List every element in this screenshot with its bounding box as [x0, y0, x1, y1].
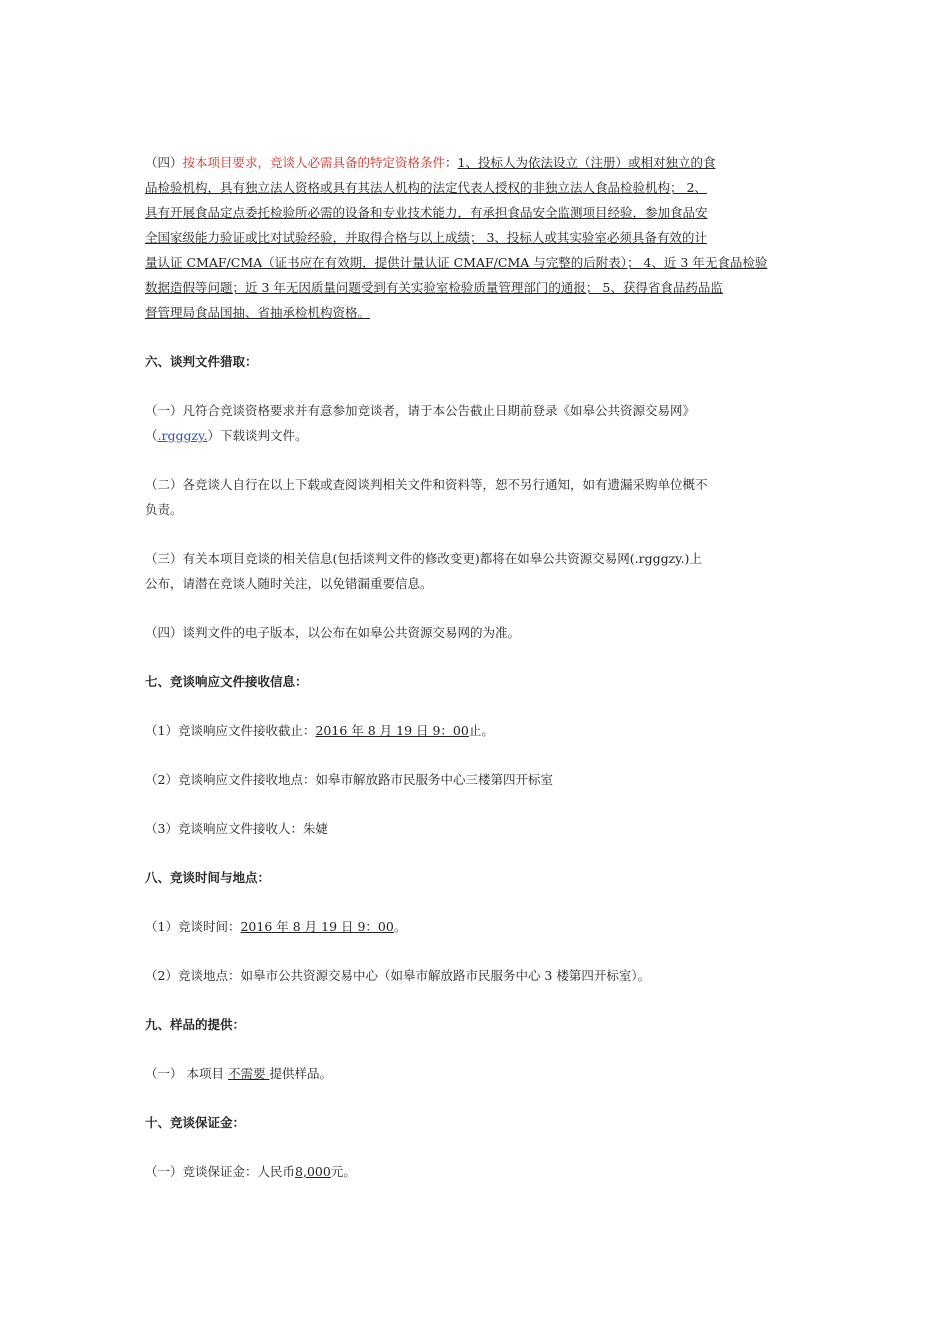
qualification-line-7: 督管理局食品国抽、省抽承检机构资格。: [145, 305, 371, 320]
section-7-heading: 七、竞谈响应文件接收信息：: [145, 674, 308, 689]
deadline-date: 2016 年 8 月 19 日 9：00: [315, 723, 469, 738]
document-page: [145, 150, 805, 1184]
qualification-line-2: 品检验机构，具有独立法人资格或具有其法人机构的法定代表人授权的非独立法人食品检验机构； 2、: [145, 180, 707, 195]
sec6-item-4: （四）谈判文件的电子版本，以公布在如皋公共资源交易网的为准。: [145, 625, 521, 640]
section-9-heading: 九、样品的提供：: [145, 1017, 246, 1032]
sample-requirement: 不需要: [227, 1066, 270, 1081]
sec7-item-2: （2）竞谈响应文件接收地点：如皋市解放路市民服务中心三楼第四开标室: [145, 772, 553, 787]
section-8-heading: 八、竞谈时间与地点：: [145, 870, 271, 885]
sec7-item-3: （3）竞谈响应文件接收人：朱婕: [145, 821, 328, 836]
qualification-line-6: 数据造假等问题；近 3 年无因质量问题受到有关实验室检验质量管理部门的通报； 5、获得省食品药品监: [145, 280, 723, 295]
sec6-item-2-line-2: 负责。: [145, 502, 183, 517]
sec6-item-3-line-2: 公布，请潜在竞谈人随时关注，以免错漏重要信息。: [145, 576, 433, 591]
qualification-line-5: 量认证 CMAF/CMA（证书应在有效期，提供计量认证 CMAF/CMA 与完整的后附表）； 4、近 3 年无食品检验: [145, 255, 768, 270]
website-link[interactable]: .rgggzy.: [157, 428, 208, 443]
qualification-line-4: 全国家级能力验证或比对试验经验，并取得合格与以上成绩； 3、投标人或其实验室必须具备有效的计: [145, 230, 707, 245]
sec9-item-1: （一） 本项目 不需要 提供样品。: [145, 1066, 332, 1081]
qualification-prefix: （四）: [145, 155, 183, 170]
qualification-requirement-red: 按本项目要求，竞谈人必需具备的特定资格条件: [182, 155, 446, 170]
section-10-heading: 十、竞谈保证金：: [145, 1115, 246, 1130]
qualification-paragraph: [145, 150, 805, 325]
sec10-item-1: （一）竞谈保证金：人民币8,000元。: [145, 1164, 356, 1179]
qualification-line-1: （四）按本项目要求，竞谈人必需具备的特定资格条件：1、投标人为依法设立（注册）或相对独立的食: [145, 155, 716, 170]
sec8-item-1: （1）竞谈时间：2016 年 8 月 19 日 9：00。: [145, 919, 407, 934]
sec6-item-1-line-1: （一）凡符合竞谈资格要求并有意参加竞谈者，请于本公告截止日期前登录《如皋公共资源交易网》: [145, 403, 696, 418]
qualification-line-3: 具有开展食品定点委托检验所必需的设备和专业技术能力，有承担食品安全监测项目经验，参加食品安: [145, 205, 708, 220]
sec8-item-2: （2）竞谈地点：如皋市公共资源交易中心（如皋市解放路市民服务中心 3 楼第四开标室）。: [145, 968, 651, 983]
sec6-item-3-line-1: （三）有关本项目竞谈的相关信息(包括谈判文件的修改变更)都将在如皋公共资源交易网(.rgggzy.)上: [145, 551, 702, 566]
deposit-amount: 8,000: [295, 1164, 331, 1179]
qualification-text: 1、投标人为依法设立（注册）或相对独立的食: [457, 155, 716, 170]
section-6-heading: 六、谈判文件猎取：: [145, 354, 258, 369]
sec6-item-2-line-1: （二）各竞谈人自行在以上下载或查阅谈判相关文件和资料等，恕不另行通知，如有遗漏采购单位概不: [145, 477, 708, 492]
sec7-item-1: （1）竞谈响应文件接收截止：2016 年 8 月 19 日 9：00止。: [145, 723, 494, 738]
negotiation-date: 2016 年 8 月 19 日 9：00: [240, 919, 394, 934]
sec6-item-1-line-2: （.rgggzy.）下载谈判文件。: [145, 428, 308, 443]
